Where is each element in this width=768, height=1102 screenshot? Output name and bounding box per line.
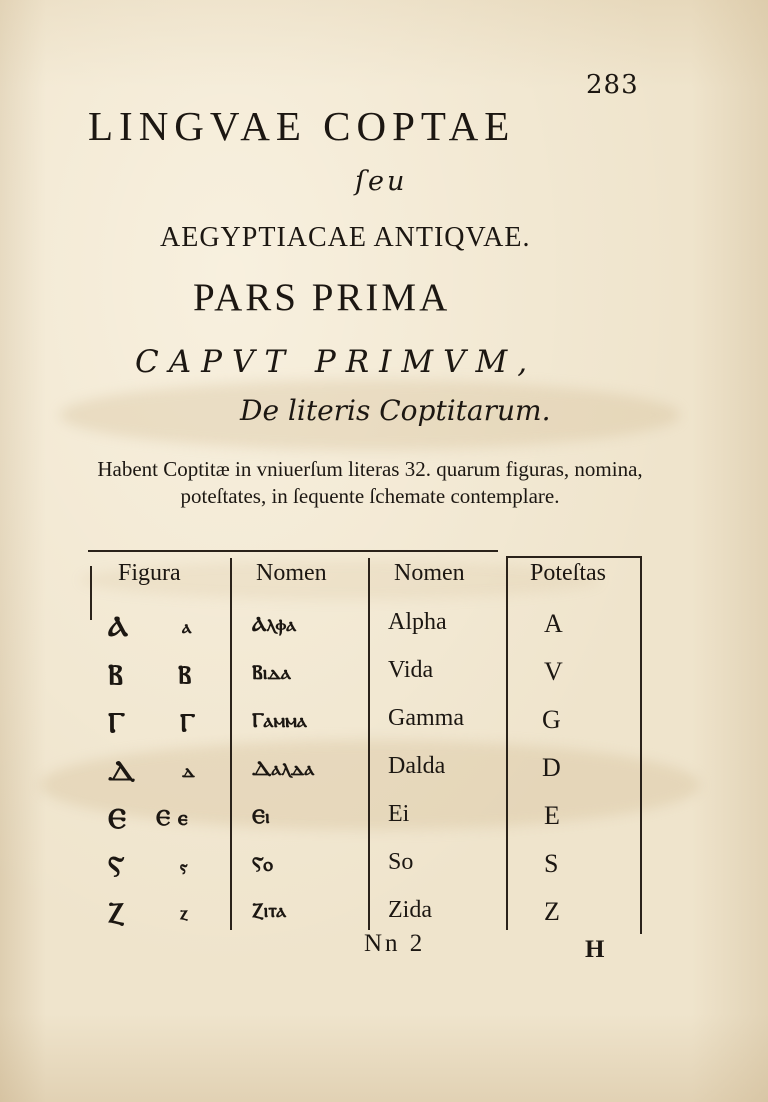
coptic-name: Ⲍⲓⲧⲁ: [252, 898, 287, 922]
column-divider: [230, 558, 232, 930]
potestas-value: E: [544, 801, 560, 830]
figura-uppercase: Ⲍ: [108, 896, 125, 929]
part-heading: PARS PRIMA: [193, 276, 451, 319]
intro-paragraph: Habent Coptitæ in vniuerſum literas 32. quarum figuras, nomina, poteſtates, in ſequente ſchemate contemplare.: [97, 457, 643, 508]
figura-lowercase: Ⲅ: [180, 708, 196, 737]
title-connector: ſeu: [355, 166, 408, 197]
figura-uppercase: Ⲋ: [108, 850, 125, 883]
figura-uppercase: Ⲉ: [108, 802, 127, 835]
latin-name: Zida: [388, 897, 432, 923]
alphabet-table: [88, 552, 644, 937]
column-divider: [368, 558, 370, 930]
column-header-nomen-latin: Nomen: [394, 560, 465, 586]
coptic-name: Ⲅⲁⲙⲙⲁ: [252, 708, 307, 732]
page-subtitle: AEGYPTIACAE ANTIQVAE .: [160, 222, 530, 254]
column-header-nomen-coptic: Nomen: [256, 560, 327, 586]
page-title: LINGVAE COPTAE: [88, 103, 516, 149]
coptic-name: Ⲃⲓⲇⲁ: [252, 660, 291, 684]
chapter-subtitle: De literis Coptitarum.: [240, 394, 551, 427]
figura-lowercase: Ⲉ ⲉ: [156, 806, 188, 831]
latin-name: Dalda: [388, 753, 446, 779]
potestas-value: G: [542, 705, 561, 734]
potestas-value: V: [544, 657, 563, 686]
chapter-heading: CAPVT PRIMVM,: [135, 344, 538, 380]
signature-mark: Nn 2: [364, 930, 426, 957]
figura-uppercase: Ⲃ: [108, 658, 123, 691]
latin-name: Gamma: [388, 705, 464, 731]
column-divider: [90, 566, 92, 620]
figura-uppercase: Ⲅ: [108, 706, 126, 739]
figura-lowercase: Ⲃ: [178, 660, 192, 689]
latin-name: Vida: [388, 657, 434, 683]
figura-lowercase: ⲋ: [180, 856, 188, 878]
page-number: 283: [586, 70, 639, 100]
coptic-name: Ⲁⲗⲫⲁ: [252, 612, 297, 636]
column-divider: [506, 558, 508, 930]
column-divider: [640, 558, 642, 934]
latin-name: Alpha: [388, 609, 447, 635]
coptic-name: Ⲋⲟ: [252, 852, 273, 876]
potestas-value: S: [544, 849, 559, 878]
potestas-value: Z: [544, 897, 560, 926]
latin-name: Ei: [388, 801, 410, 827]
figura-uppercase: Ⲁ: [108, 610, 129, 643]
figura-lowercase: ⲇ: [182, 760, 195, 782]
potestas-value: A: [544, 609, 563, 638]
potestas-value: D: [542, 753, 561, 782]
figura-lowercase: ⲍ: [180, 902, 188, 924]
figura-lowercase: ⲁ: [182, 616, 192, 638]
catchword: H: [585, 936, 605, 963]
figura-uppercase: Ⲇ: [108, 754, 136, 787]
coptic-name: Ⲇⲁⲗⲇⲁ: [252, 756, 315, 780]
column-header-figura: Figura: [118, 560, 181, 586]
column-header-potestas: Poteſtas: [530, 560, 606, 586]
coptic-name: Ⲉⲓ: [252, 804, 270, 828]
latin-name: So: [388, 849, 414, 875]
